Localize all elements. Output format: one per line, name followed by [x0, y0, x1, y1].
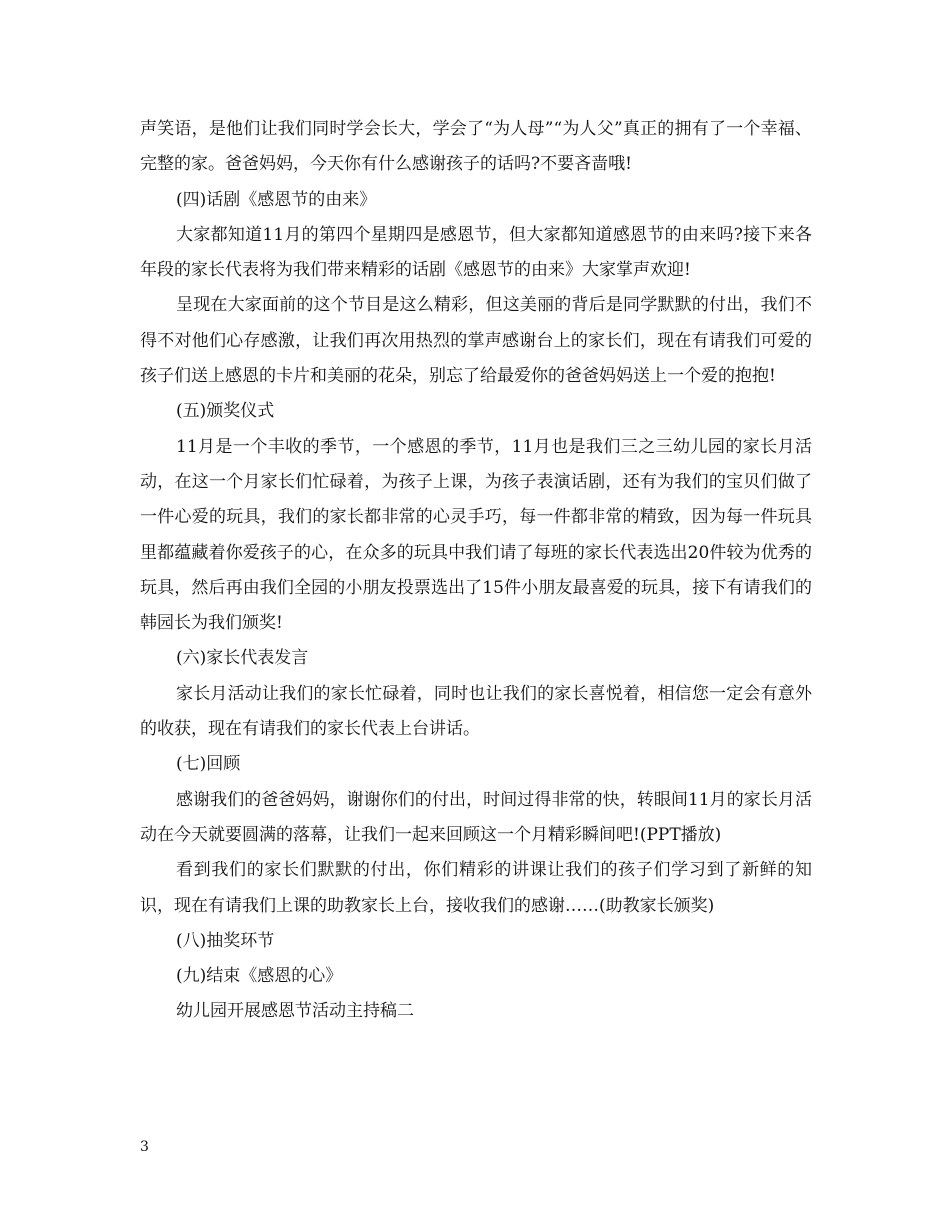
section-heading-ending: (九)结束《感恩的心》 — [176, 966, 343, 987]
paragraph-review: 感谢我们的爸爸妈妈，谢谢你们的付出，时间过得非常的快，转眼间11月的家长月活动在今天就要圆满的落幕，让我们一起来回顾这一个月精彩瞬间吧!(PPT播放) — [140, 789, 812, 845]
paragraph-thanks-parents: 呈现在大家面前的这个节目是这么精彩，但这美丽的背后是同学默默的付出，我们不得不对他们心存感激，让我们再次用热烈的掌声感谢台上的家长们，现在有请我们可爱的孩子们送上感恩的卡片和美丽的花朵，别忘了给最爱你的爸爸妈妈送上一个爱的抱抱! — [140, 295, 812, 387]
paragraph-parent-speech: 家长月活动让我们的家长忙碌着，同时也让我们的家长喜悦着，相信您一定会有意外的收获，现在有请我们的家长代表上台讲话。 — [140, 683, 812, 740]
section-heading-parent-speech: (六)家长代表发言 — [176, 648, 309, 669]
paragraph-drama-intro: 大家都知道11月的第四个星期四是感恩节，但大家都知道感恩节的由来吗?接下来各年段的家长代表将为我们带来精彩的话剧《感恩节的由来》大家掌声欢迎! — [140, 224, 812, 281]
paragraph-award: 11月是一个丰收的季节，一个感恩的季节，11月也是我们三之三幼儿园的家长月活动，在这一个月家长们忙碌着，为孩子上课，为孩子表演话剧，还有为我们的宝贝们做了一件心爱的玩具，我们的家长都非常的心灵手巧，每一件都非常的精致，因为每一件玩具里都蕴藏着你爱孩子的心，在众多的玩具中我们请了每班的家长代表选出20件较为优秀的玩具，然后再由我们全园的小朋友投票选出了15件小朋友最喜爱的玩具，接下有请我们的韩园长为我们颁奖! — [140, 436, 812, 634]
document-subtitle: 幼儿园开展感恩节活动主持稿二 — [176, 1001, 414, 1022]
paragraph-continuation: 声笑语，是他们让我们同时学会长大，学会了“为人母”“为人父”真正的拥有了一个幸福、完整的家。爸爸妈妈，今天你有什么感谢孩子的话吗?不要吝啬哦! — [140, 119, 812, 175]
section-heading-lottery: (八)抽奖环节 — [176, 930, 275, 951]
section-heading-drama: (四)话剧《感恩节的由来》 — [176, 189, 377, 210]
document-body — [140, 112, 812, 1030]
paragraph-assistant-award: 看到我们的家长们默默的付出，你们精彩的讲课让我们的孩子们学习到了新鲜的知识，现在有请我们上课的助教家长上台，接收我们的感谢……(助教家长颁奖) — [140, 860, 812, 916]
section-heading-award: (五)颁奖仪式 — [176, 401, 275, 422]
page-number: 3 — [140, 1139, 149, 1155]
section-heading-review: (七)回顾 — [176, 754, 241, 775]
